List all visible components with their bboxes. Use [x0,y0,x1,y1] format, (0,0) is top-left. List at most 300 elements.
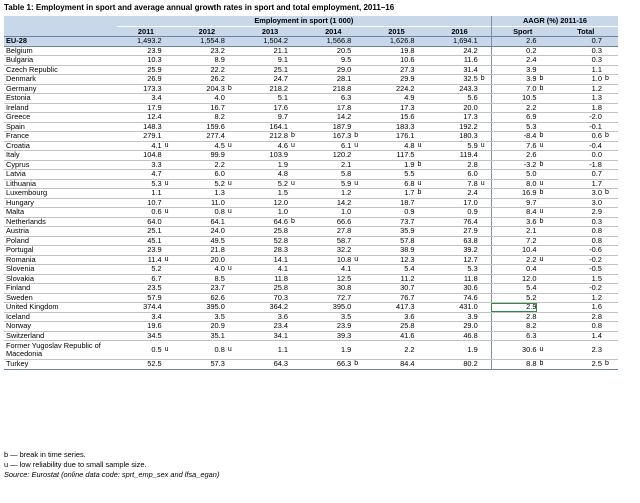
value-cell: 417.3 [365,303,416,313]
flag-cell [226,94,239,104]
flag-cell: b [537,75,553,85]
flag-cell: b [537,217,553,227]
flag-cell [226,56,239,66]
header-aagr-total: Total [554,27,618,37]
flag-cell [537,46,553,56]
flag-cell [537,331,553,341]
country-cell: Italy [4,151,117,161]
flag-cell [603,103,618,113]
value-cell: 3.5 [302,312,353,322]
value-cell: 0.2 [491,46,537,56]
value-cell: 2.2 [491,103,537,113]
value-cell: 27.8 [302,227,353,237]
flag-cell [289,198,302,208]
flag-cell [537,265,553,275]
value-cell: -1.8 [554,160,603,170]
flag-cell [415,227,428,237]
flag-cell [603,284,618,294]
value-cell: 120.2 [302,151,353,161]
value-cell: 66.6 [302,217,353,227]
note-reliability: u — low reliability due to small sample size. [4,460,147,469]
country-cell: United Kingdom [4,303,117,313]
header-year: 2015 [365,27,428,37]
value-cell: 17.8 [302,103,353,113]
table-row [4,265,618,275]
value-cell: -3.2 [491,160,537,170]
value-cell: 164.1 [238,122,289,132]
flag-cell [226,274,239,284]
flag-cell: b [603,360,618,370]
value-cell: 6.7 [117,274,163,284]
value-cell: 11.8 [238,274,289,284]
flag-cell [352,284,365,294]
flag-cell [537,151,553,161]
flag-cell [537,65,553,75]
flag-cell [415,132,428,142]
value-cell: 3.6 [365,312,416,322]
value-cell: 117.5 [365,151,416,161]
flag-cell [479,255,492,265]
flag-cell [603,46,618,56]
value-cell: 1.1 [554,65,603,75]
value-cell: 5.2 [238,179,289,189]
flag-cell: b [226,84,239,94]
flag-cell: u [226,341,239,360]
value-cell: 1.3 [554,94,603,104]
flag-cell [415,46,428,56]
table-row [4,103,618,113]
flag-cell [289,113,302,123]
flag-cell [289,84,302,94]
flag-cell [163,37,176,47]
flag-cell [415,198,428,208]
flag-cell [163,132,176,142]
country-cell: Estonia [4,94,117,104]
flag-cell [163,46,176,56]
flag-cell [415,65,428,75]
flag-cell [603,293,618,303]
table-row [4,217,618,227]
value-cell: 3.5 [175,312,226,322]
value-cell: 64.3 [238,360,289,370]
flag-cell [289,56,302,66]
flag-cell [163,303,176,313]
value-cell: 5.9 [428,141,479,151]
flag-cell: b [415,189,428,199]
value-cell: 4.6 [238,141,289,151]
value-cell: 1,566.8 [302,37,353,47]
flag-cell [226,284,239,294]
flag-cell [415,246,428,256]
value-cell: 6.9 [491,113,537,123]
country-cell: Ireland [4,103,117,113]
value-cell: 41.6 [365,331,416,341]
value-cell: 80.2 [428,360,479,370]
value-cell: 2.2 [491,255,537,265]
flag-cell [479,84,492,94]
country-cell: Croatia [4,141,117,151]
value-cell: 2.8 [428,160,479,170]
value-cell: 1.0 [302,208,353,218]
flag-cell [289,37,302,47]
flag-cell: b [289,217,302,227]
table-row [4,179,618,189]
flag-cell [603,198,618,208]
flag-cell: u [163,141,176,151]
value-cell: 30.6 [491,341,537,360]
value-cell: 49.5 [175,236,226,246]
header-employment-group: Employment in sport (1 000) [117,16,492,27]
value-cell: 1,626.8 [365,37,416,47]
country-cell: Norway [4,322,117,332]
flag-cell [415,236,428,246]
value-cell: 2.6 [491,37,537,47]
country-cell: Austria [4,227,117,237]
header-aagr-sport: Sport [491,27,553,37]
flag-cell [603,208,618,218]
value-cell: 3.0 [554,198,603,208]
flag-cell: u [537,255,553,265]
flag-cell [289,284,302,294]
value-cell: 17.6 [238,103,289,113]
country-cell: Netherlands [4,217,117,227]
value-cell: 4.1 [302,265,353,275]
flag-cell [352,46,365,56]
flag-cell [415,265,428,275]
flag-cell [415,293,428,303]
flag-cell [415,255,428,265]
flag-cell [415,151,428,161]
flag-cell [352,94,365,104]
value-cell: 38.9 [365,246,416,256]
table-row [4,246,618,256]
value-cell: 4.1 [238,265,289,275]
flag-cell [479,284,492,294]
flag-cell [415,170,428,180]
flag-cell [479,246,492,256]
value-cell: 34.5 [117,331,163,341]
flag-cell [537,198,553,208]
value-cell: 1.6 [554,303,603,313]
flag-cell [603,65,618,75]
table-row [4,341,618,360]
value-cell: 0.9 [365,208,416,218]
value-cell: 25.8 [365,322,416,332]
value-cell: 24.0 [175,227,226,237]
value-cell: 4.1 [117,141,163,151]
flag-cell [415,56,428,66]
value-cell: 218.2 [238,84,289,94]
value-cell: 0.8 [554,322,603,332]
value-cell: 148.3 [117,122,163,132]
value-cell: 5.1 [238,94,289,104]
value-cell: 62.6 [175,293,226,303]
flag-cell [163,65,176,75]
value-cell: 1.2 [554,293,603,303]
value-cell: 20.0 [175,255,226,265]
value-cell: 30.8 [302,284,353,294]
value-cell: 12.0 [491,274,537,284]
flag-cell: b [537,84,553,94]
flag-cell [163,56,176,66]
flag-cell [163,217,176,227]
country-cell: Slovakia [4,274,117,284]
flag-cell [352,37,365,47]
value-cell: 1.0 [238,208,289,218]
flag-cell: b [479,75,492,85]
flag-cell [537,227,553,237]
value-cell: 5.2 [175,179,226,189]
value-cell: 183.3 [365,122,416,132]
value-cell: 3.6 [238,312,289,322]
value-cell: 20.0 [428,103,479,113]
value-cell: 3.4 [117,94,163,104]
value-cell: 9.1 [238,56,289,66]
country-cell: Cyprus [4,160,117,170]
table-row-eu28 [4,37,618,47]
table-row [4,84,618,94]
value-cell: 31.4 [428,65,479,75]
country-cell: Hungary [4,198,117,208]
flag-cell [163,84,176,94]
flag-cell: u [289,141,302,151]
flag-cell [226,227,239,237]
flag-cell [603,303,618,313]
value-cell: 8.2 [175,113,226,123]
flag-cell [163,227,176,237]
header-row-groups [4,16,618,27]
flag-cell: u [226,208,239,218]
country-cell: Sweden [4,293,117,303]
flag-cell [163,170,176,180]
country-cell: Portugal [4,246,117,256]
flag-cell [163,265,176,275]
flag-cell [603,255,618,265]
value-cell: 364.2 [238,303,289,313]
flag-cell [289,75,302,85]
value-cell: 1.3 [175,189,226,199]
value-cell: 1.9 [365,160,416,170]
flag-cell [289,312,302,322]
flag-cell [603,170,618,180]
value-cell: 1.9 [302,341,353,360]
flag-cell [226,293,239,303]
value-cell: 73.7 [365,217,416,227]
country-cell: Switzerland [4,331,117,341]
value-cell: 4.0 [175,94,226,104]
value-cell: 23.9 [302,322,353,332]
header-row-columns [4,27,618,37]
value-cell: 35.1 [175,331,226,341]
value-cell: 57.8 [365,236,416,246]
flag-cell: u [226,179,239,189]
flag-cell [352,56,365,66]
flag-cell [415,103,428,113]
value-cell: 14.2 [302,113,353,123]
value-cell: 8.5 [175,274,226,284]
value-cell: 4.8 [238,170,289,180]
value-cell: 0.8 [554,236,603,246]
flag-cell [352,312,365,322]
flag-cell [603,141,618,151]
value-cell: 1.7 [554,179,603,189]
flag-cell [289,341,302,360]
header-year: 2016 [428,27,491,37]
flag-cell: u [163,208,176,218]
flag-cell: u [537,341,553,360]
flag-cell [163,189,176,199]
value-cell: 7.8 [428,179,479,189]
flag-cell [479,113,492,123]
flag-cell [289,170,302,180]
value-cell: 277.4 [175,132,226,142]
header-year: 2012 [175,27,238,37]
value-cell: 2.8 [554,312,603,322]
flag-cell [163,236,176,246]
value-cell: 11.2 [365,274,416,284]
flag-cell [226,303,239,313]
value-cell: 2.4 [428,189,479,199]
flag-cell [603,151,618,161]
value-cell: 173.3 [117,84,163,94]
flag-cell [603,312,618,322]
table-row [4,284,618,294]
value-cell: 34.1 [238,331,289,341]
table-row [4,141,618,151]
value-cell: 76.7 [365,293,416,303]
flag-cell [479,322,492,332]
value-cell: 5.3 [491,122,537,132]
flag-cell [289,208,302,218]
value-cell: 0.4 [491,265,537,275]
value-cell: -0.2 [554,284,603,294]
value-cell: 5.9 [302,179,353,189]
value-cell: 395.0 [175,303,226,313]
table-row [4,303,618,313]
value-cell: -2.0 [554,113,603,123]
table-row [4,75,618,85]
header-blank [4,27,117,37]
value-cell: 45.1 [117,236,163,246]
table-row [4,274,618,284]
value-cell: 26.9 [117,75,163,85]
country-cell: Czech Republic [4,65,117,75]
flag-cell [479,236,492,246]
flag-cell [352,236,365,246]
value-cell: 2.4 [491,56,537,66]
flag-cell [537,293,553,303]
flag-cell [479,227,492,237]
value-cell: 5.4 [491,284,537,294]
value-cell: 25.8 [238,227,289,237]
source-note: Source: Eurostat (online data code: sprt_emp_sex and lfsa_egan) [4,470,220,479]
value-cell: 167.3 [302,132,353,142]
flag-cell [226,65,239,75]
value-cell: 0.3 [554,217,603,227]
value-cell: 1.9 [238,160,289,170]
flag-cell: u [226,141,239,151]
flag-cell [352,217,365,227]
value-cell: 84.4 [365,360,416,370]
flag-cell: b [352,132,365,142]
flag-cell [163,113,176,123]
flag-cell [352,198,365,208]
flag-cell [352,75,365,85]
flag-cell [603,236,618,246]
flag-cell [479,208,492,218]
value-cell: 70.3 [238,293,289,303]
flag-cell: u [163,179,176,189]
value-cell: 10.6 [365,56,416,66]
flag-cell: u [479,179,492,189]
value-cell: 30.6 [428,284,479,294]
flag-cell [289,236,302,246]
value-cell: 4.8 [365,141,416,151]
value-cell: 1.5 [554,274,603,284]
value-cell: 0.3 [554,56,603,66]
value-cell: 64.6 [238,217,289,227]
value-cell: 6.8 [365,179,416,189]
flag-cell [163,122,176,132]
flag-cell [289,274,302,284]
value-cell: 395.0 [302,303,353,313]
flag-cell: b [603,75,618,85]
country-cell: Finland [4,284,117,294]
value-cell: 12.4 [117,113,163,123]
header-year: 2014 [302,27,365,37]
value-cell: 6.0 [428,170,479,180]
table-row [4,255,618,265]
table-row [4,65,618,75]
flag-cell [352,160,365,170]
flag-cell [537,94,553,104]
flag-cell: b [603,132,618,142]
value-cell: 1.8 [554,103,603,113]
value-cell: 5.6 [428,94,479,104]
value-cell: 187.9 [302,122,353,132]
value-cell: 0.6 [554,132,603,142]
value-cell: 28.3 [238,246,289,256]
flag-cell [226,322,239,332]
value-cell: 6.3 [491,331,537,341]
table-row [4,56,618,66]
flag-cell [352,151,365,161]
country-cell: Former Yugoslav Republic of Macedonia [4,341,117,360]
value-cell: 431.0 [428,303,479,313]
value-cell: 159.6 [175,122,226,132]
flag-cell [226,37,239,47]
value-cell: 57.9 [117,293,163,303]
flag-cell [289,103,302,113]
value-cell: 1,554.8 [175,37,226,47]
flag-cell [603,265,618,275]
flag-cell [163,151,176,161]
selected-cell[interactable]: 2.9 [491,303,537,313]
value-cell: 9.5 [302,56,353,66]
flag-cell [415,75,428,85]
value-cell: 3.4 [117,312,163,322]
value-cell: 24.7 [238,75,289,85]
flag-cell [163,322,176,332]
value-cell: 10.5 [491,94,537,104]
flag-cell [415,113,428,123]
flag-cell: u [352,255,365,265]
flag-cell: b [603,189,618,199]
value-cell: 10.4 [491,246,537,256]
flag-cell [415,331,428,341]
value-cell: 1.1 [238,341,289,360]
flag-cell [352,122,365,132]
